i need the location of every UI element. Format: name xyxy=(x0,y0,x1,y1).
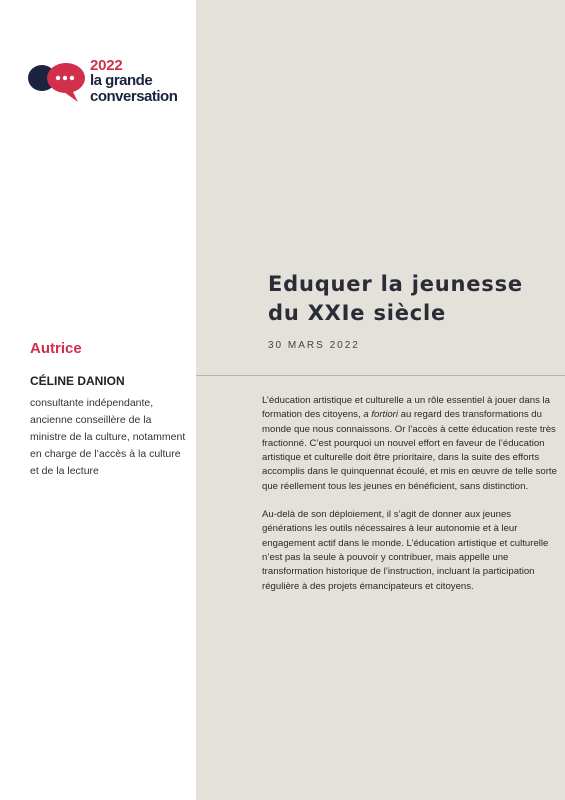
divider xyxy=(196,375,565,376)
left-column xyxy=(0,0,196,800)
paragraph-1-part-b: au regard des transformations du monde que nous connaissons. Or l’accès à cette éducation reste très fractionné. C’est pourquoi un nouvel effort en faveur de l’éducation artistique et culturelle doit être prioritaire, dans la suite des efforts accomplis dans le quinquennat écoulé, et mis en œuvre de telle sorte que réellement tous les jeunes en bénéficient, sans distinction. xyxy=(262,409,557,492)
logo xyxy=(28,58,198,108)
paragraph-2: Au-delà de son déploiement, il s’agit de donner aux jeunes générations les outils nécessaires à leur autonomie et à leur engagement actif dans le monde. L’éducation artistique et culturelle n’est pas la seule à pouvoir y contribuer, mais appelle une transformation historique de l’instruction, incluant la participation régulière à des projets émancipateurs et citoyens. xyxy=(262,509,549,592)
logo-year: 2022 xyxy=(90,57,123,74)
paragraph-1-part-a: L’éducation artistique et culturelle a un rôle essentiel à jouer dans la formation des citoyens, xyxy=(262,395,550,421)
article-title xyxy=(268,270,558,328)
title-line-1: Eduquer la jeunesse xyxy=(268,272,523,296)
paragraph-1 xyxy=(262,394,558,494)
author-bio: consultante indépendante, ancienne conseillère de la ministre de la culture, notamment en charge de l’accès à la culture et de la lecture xyxy=(30,397,186,477)
article-body xyxy=(262,394,558,608)
author-heading: Autrice xyxy=(30,340,82,357)
logo-text-line1: la grande xyxy=(90,72,153,89)
article-date: 30 MARS 2022 xyxy=(268,340,360,351)
paragraph-1-emphasis: a fortiori xyxy=(363,409,398,421)
title-line-2: du XXIe siècle xyxy=(268,301,447,325)
speech-bubbles-icon xyxy=(28,58,88,104)
logo-text-line2: conversation xyxy=(90,88,178,105)
author-name: CÉLINE DANION xyxy=(30,374,125,388)
